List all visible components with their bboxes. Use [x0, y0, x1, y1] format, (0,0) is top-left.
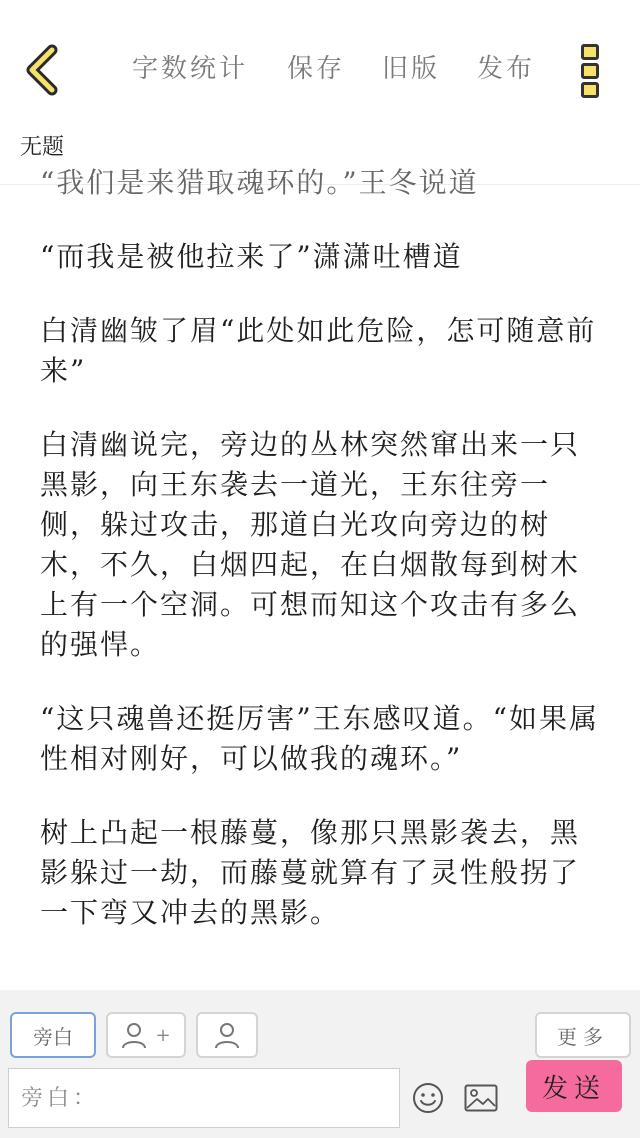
more-menu-button[interactable]	[578, 44, 600, 98]
story-paragraphs	[40, 163, 600, 967]
story-content[interactable]	[0, 166, 640, 990]
message-input[interactable]	[8, 1068, 400, 1128]
person-add-icon	[121, 1020, 151, 1050]
paragraph: “这只魂兽还挺厉害”王东感叹道。“如果属性相对刚好，可以做我的魂环。”	[40, 702, 599, 775]
more-label: 更多	[557, 1024, 609, 1049]
chevron-left-icon	[22, 44, 66, 96]
narrator-role-label: 旁白	[33, 1024, 73, 1049]
old-version-button[interactable]: 旧版	[382, 54, 441, 84]
toolbar-actions	[132, 48, 567, 85]
top-toolbar	[0, 0, 640, 130]
image-icon	[464, 1084, 498, 1112]
smile-icon	[412, 1082, 444, 1114]
person-icon	[212, 1020, 242, 1050]
menu-dot	[581, 63, 599, 79]
add-character-button[interactable]	[106, 1012, 186, 1058]
emoji-button[interactable]	[412, 1082, 444, 1114]
plus-label: +	[155, 1024, 171, 1046]
back-button[interactable]	[22, 44, 66, 96]
paragraph: “我们是来猎取魂环的。”王冬说道	[40, 166, 479, 199]
menu-dot	[581, 82, 599, 98]
character-button[interactable]	[196, 1012, 258, 1058]
document-title[interactable]: 无题	[20, 135, 65, 160]
paragraph: 树上凸起一根藤蔓，像那只黑影袭去，黑影躲过一劫，而藤蔓就算有了灵性般拐了一下弯又冲去的黑影。	[40, 816, 581, 929]
paragraph: 白清幽说完，旁边的丛林突然窜出来一只黑影，向王东袭去一道光，王东往旁一侧，躲过攻击，那道白光攻向旁边的树木，不久，白烟四起，在白烟散每到树木上有一个空洞。可想而知这个攻击有多么的强悍。	[40, 428, 581, 661]
send-button[interactable]: 发送	[526, 1060, 622, 1112]
menu-dot	[581, 44, 599, 60]
image-button[interactable]	[464, 1084, 498, 1112]
paragraph: “而我是被他拉来了”潇潇吐槽道	[40, 240, 463, 273]
paragraph: 白清幽皱了眉“此处如此危险，怎可随意前来”	[40, 314, 597, 387]
word-count-button[interactable]: 字数统计	[132, 54, 249, 84]
composer-panel	[0, 990, 640, 1138]
save-button[interactable]: 保存	[287, 54, 346, 84]
narrator-role-button[interactable]	[10, 1012, 96, 1058]
more-button[interactable]	[535, 1012, 631, 1058]
publish-button[interactable]: 发布	[477, 54, 536, 84]
